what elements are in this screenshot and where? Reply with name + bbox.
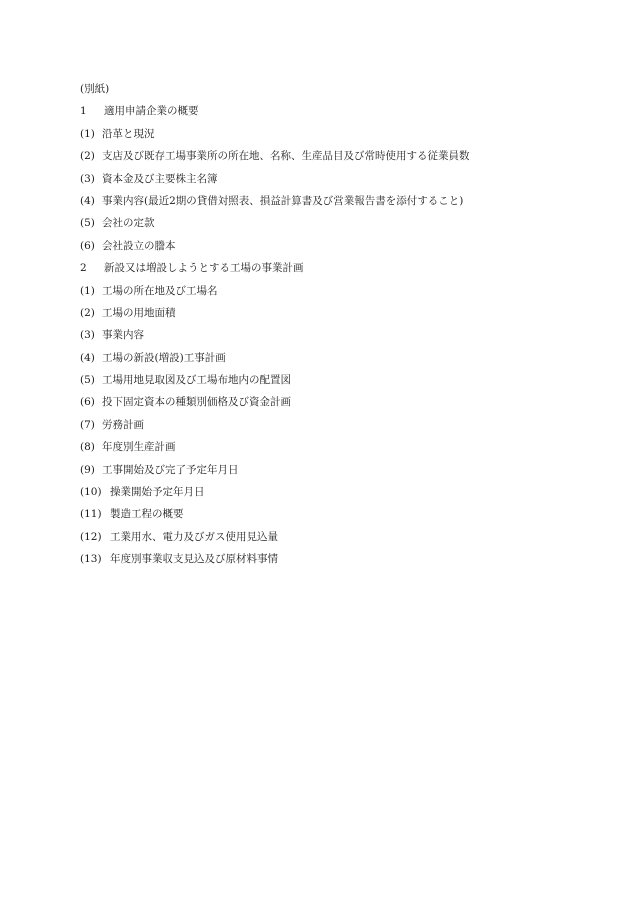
- list-item: [80, 436, 620, 458]
- item-text: 資本金及び主要株主名簿: [102, 172, 218, 185]
- section-title: 適用申請企業の概要: [104, 105, 199, 118]
- list-item: [80, 280, 620, 302]
- section-heading: [80, 100, 620, 122]
- item-text: 沿革と現況: [102, 127, 155, 140]
- item-number: (12): [80, 530, 102, 543]
- list-item: [80, 548, 620, 570]
- item-text: 年度別生産計画: [102, 441, 176, 454]
- item-text: 支店及び既存工場事業所の所在地、名称、生産品目及び常時使用する従業員数: [102, 150, 470, 163]
- list-item: [80, 369, 620, 391]
- item-text: 工業用水、電力及びガス使用見込量: [110, 530, 278, 543]
- item-text: 労務計画: [102, 418, 144, 431]
- list-item: [80, 235, 620, 257]
- item-number: (5): [80, 217, 95, 230]
- item-text: 工場の用地面積: [102, 306, 176, 319]
- attachment-label: [80, 78, 620, 100]
- item-text: 年度別事業収支見込及び原材料事情: [110, 553, 278, 566]
- item-number: (10): [80, 486, 102, 499]
- list-item: [80, 414, 620, 436]
- list-item: [80, 481, 620, 503]
- list-item: [80, 503, 620, 525]
- item-text: 会社の定款: [102, 217, 155, 230]
- section-number: 2: [80, 262, 87, 275]
- item-text: 事業内容(最近2期の貸借対照表、損益計算書及び営業報告書を添付すること): [102, 194, 464, 207]
- item-number: (1): [80, 284, 95, 297]
- list-item: [80, 190, 620, 212]
- list-item: [80, 145, 620, 167]
- item-number: (5): [80, 374, 95, 387]
- item-text: 操業開始予定年月日: [110, 486, 205, 499]
- item-number: (11): [80, 508, 102, 521]
- item-number: (3): [80, 172, 95, 185]
- item-text: 製造工程の概要: [110, 508, 184, 521]
- item-number: (7): [80, 418, 95, 431]
- item-number: (8): [80, 441, 95, 454]
- item-number: (4): [80, 351, 95, 364]
- item-number: (2): [80, 306, 95, 319]
- attachment-label-text: (別紙): [80, 83, 110, 95]
- item-text: 工場の所在地及び工場名: [102, 284, 218, 297]
- item-text: 工事開始及び完了予定年月日: [102, 463, 239, 476]
- document-body: [80, 78, 620, 571]
- item-number: (2): [80, 150, 95, 163]
- item-number: (9): [80, 463, 95, 476]
- item-number: (6): [80, 239, 95, 252]
- list-item: [80, 324, 620, 346]
- item-text: 会社設立の謄本: [102, 239, 176, 252]
- item-text: 事業内容: [102, 329, 144, 342]
- item-text: 工場の新設(増設)工事計画: [102, 351, 226, 364]
- list-item: [80, 459, 620, 481]
- section-heading: [80, 257, 620, 279]
- item-number: (3): [80, 329, 95, 342]
- list-item: [80, 391, 620, 413]
- list-item: [80, 123, 620, 145]
- section-title: 新設又は増設しようとする工場の事業計画: [104, 262, 304, 275]
- list-item: [80, 526, 620, 548]
- item-number: (13): [80, 553, 102, 566]
- item-text: 工場用地見取図及び工場布地内の配置図: [102, 374, 291, 387]
- section-number: 1: [80, 105, 87, 118]
- item-number: (6): [80, 396, 95, 409]
- list-item: [80, 347, 620, 369]
- item-number: (1): [80, 127, 95, 140]
- list-item: [80, 302, 620, 324]
- item-text: 投下固定資本の種類別価格及び資金計画: [102, 396, 291, 409]
- item-number: (4): [80, 194, 95, 207]
- list-item: [80, 212, 620, 234]
- list-item: [80, 168, 620, 190]
